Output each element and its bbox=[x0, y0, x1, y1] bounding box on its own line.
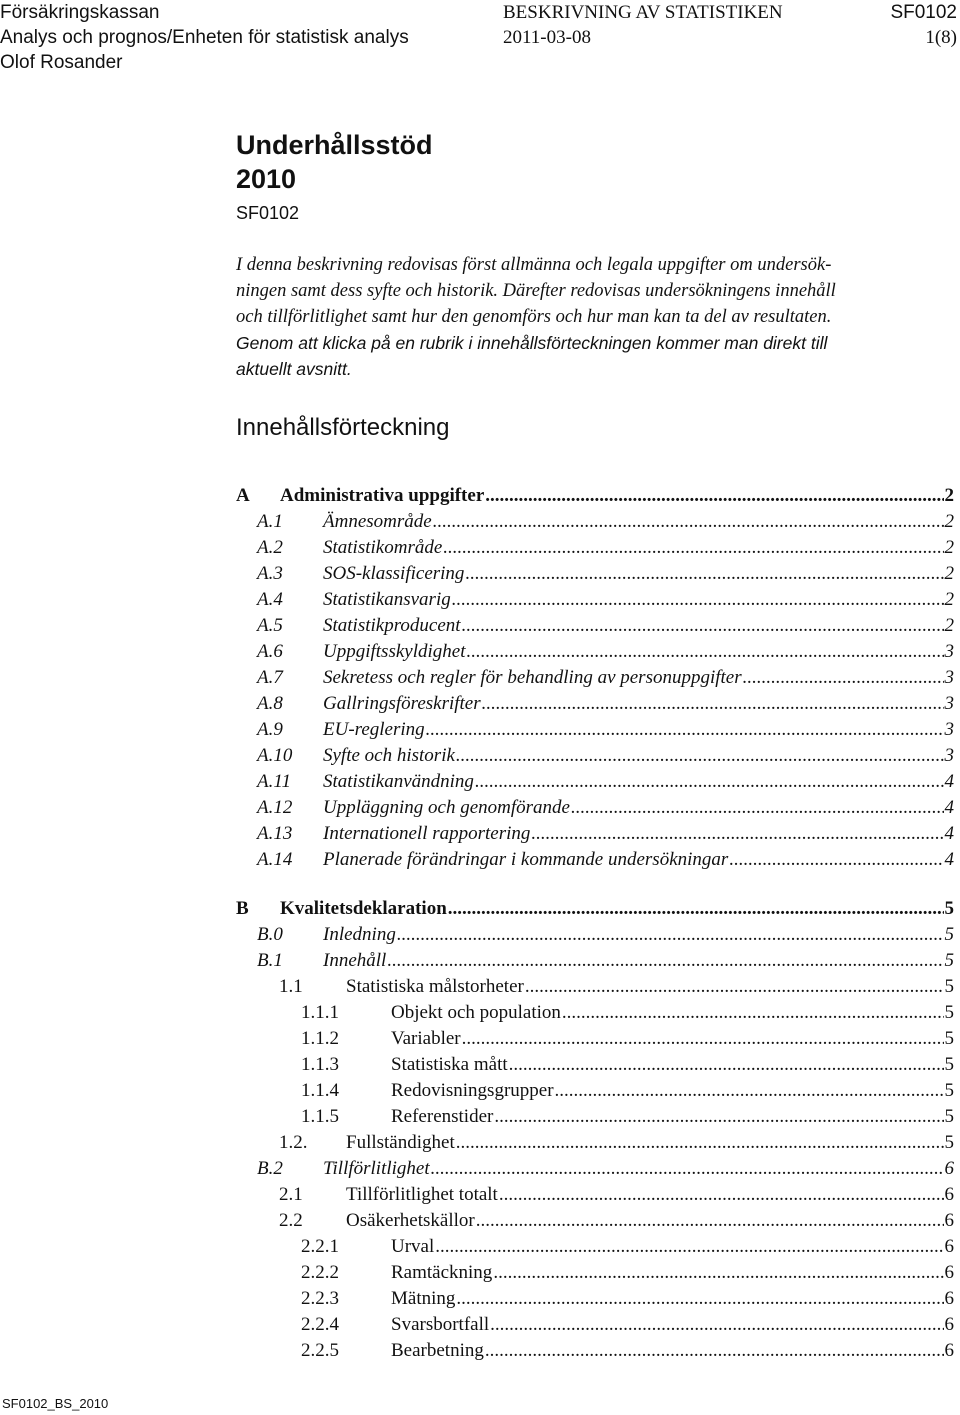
toc-entry-page: 2 bbox=[944, 589, 954, 610]
toc-leader-dots bbox=[448, 896, 944, 922]
toc-entry-title: Administrativa uppgifter bbox=[280, 485, 485, 506]
toc-entry[interactable] bbox=[257, 821, 954, 847]
toc-entry-number: A.11 bbox=[257, 771, 291, 792]
toc-entry-number: 1.1 bbox=[279, 976, 303, 997]
toc-leader-dots bbox=[456, 1130, 944, 1156]
toc-entry[interactable] bbox=[257, 769, 954, 795]
toc-heading: Innehållsförteckning bbox=[236, 414, 450, 441]
toc-entry-page: 3 bbox=[944, 693, 954, 714]
toc-entry-page: 6 bbox=[944, 1210, 954, 1231]
toc-entry[interactable] bbox=[257, 613, 954, 639]
toc-entry-title: Mätning bbox=[391, 1288, 456, 1309]
intro-line: I denna beskrivning redovisas först allmänna och legala uppgifter om undersök- bbox=[236, 255, 832, 275]
header-date: 2011-03-08 bbox=[503, 27, 591, 48]
toc-entry-page: 6 bbox=[944, 1184, 954, 1205]
toc-entry-number: A.10 bbox=[257, 745, 293, 766]
toc-entry-title: Redovisningsgrupper bbox=[391, 1080, 554, 1101]
toc-entry-page: 6 bbox=[944, 1288, 954, 1309]
toc-entry-page: 6 bbox=[944, 1340, 954, 1361]
toc-entry-page: 5 bbox=[944, 1132, 954, 1153]
toc-entry[interactable] bbox=[279, 1130, 954, 1156]
toc-entry[interactable] bbox=[301, 1052, 954, 1078]
toc-entry-page: 2 bbox=[944, 615, 954, 636]
toc-leader-dots bbox=[525, 974, 944, 1000]
toc-entry-title: Planerade förändringar i kommande undersökningar bbox=[323, 849, 729, 870]
toc-entry-title: Uppgiftsskyldighet bbox=[323, 641, 466, 662]
toc-leader-dots bbox=[729, 847, 943, 873]
toc-entry-title: Referenstider bbox=[391, 1106, 494, 1127]
toc-entry[interactable] bbox=[257, 948, 954, 974]
toc-entry-number: A.8 bbox=[257, 693, 283, 714]
toc-entry-number: A.14 bbox=[257, 849, 293, 870]
toc-entry-number: A.1 bbox=[257, 511, 283, 532]
intro-line: ningen samt dess syfte och historik. Därefter redovisas undersökningens innehåll bbox=[236, 281, 836, 301]
toc-entry-title: Objekt och population bbox=[391, 1002, 561, 1023]
toc-entry-title: EU-reglering bbox=[323, 719, 425, 740]
toc-leader-dots bbox=[462, 1026, 944, 1052]
toc-entry-page: 4 bbox=[944, 823, 954, 844]
header-code: SF0102 bbox=[890, 2, 957, 23]
toc-entry[interactable] bbox=[301, 1104, 954, 1130]
toc-entry-title: SOS-klassificering bbox=[323, 563, 465, 584]
toc-entry-number: 2.1 bbox=[279, 1184, 303, 1205]
toc-entry-title: Statistiska mått bbox=[391, 1054, 508, 1075]
toc-leader-dots bbox=[499, 1182, 944, 1208]
intro-paragraph bbox=[236, 252, 960, 330]
toc-entry-number: 1.1.2 bbox=[301, 1028, 339, 1049]
toc-entry-title: Ramtäckning bbox=[391, 1262, 493, 1283]
toc-entry-page: 5 bbox=[944, 924, 954, 945]
toc-entry-page: 5 bbox=[944, 1080, 954, 1101]
toc-entry-page: 5 bbox=[944, 1002, 954, 1023]
toc-entry-number: A.5 bbox=[257, 615, 283, 636]
header-author: Olof Rosander bbox=[0, 52, 123, 73]
toc-entry-title: Osäkerhetskällor bbox=[346, 1210, 475, 1231]
toc-leader-dots bbox=[485, 483, 943, 509]
toc-entry-title: Bearbetning bbox=[391, 1340, 484, 1361]
toc-entry-title: Uppläggning och genomförande bbox=[323, 797, 570, 818]
toc-leader-dots bbox=[435, 1234, 943, 1260]
toc-leader-dots bbox=[456, 743, 944, 769]
toc-entry-title: Statistikområde bbox=[323, 537, 443, 558]
toc-entry-title: Syfte och historik bbox=[323, 745, 455, 766]
toc-entry[interactable] bbox=[301, 1234, 954, 1260]
toc-entry-title: Innehåll bbox=[323, 950, 387, 971]
toc-leader-dots bbox=[743, 665, 944, 691]
toc-entry[interactable] bbox=[257, 509, 954, 535]
toc-entry[interactable] bbox=[257, 561, 954, 587]
toc-entry-title: Inledning bbox=[323, 924, 396, 945]
toc-entry-number: 1.1.1 bbox=[301, 1002, 339, 1023]
toc-entry-number: A.12 bbox=[257, 797, 293, 818]
toc-entry-number: 2.2.1 bbox=[301, 1236, 339, 1257]
toc-entry-number: A.4 bbox=[257, 589, 283, 610]
toc-leader-dots bbox=[571, 795, 944, 821]
toc-entry-number: B.2 bbox=[257, 1158, 283, 1179]
toc-leader-dots bbox=[426, 717, 944, 743]
toc-leader-dots bbox=[465, 561, 943, 587]
toc-entry[interactable] bbox=[301, 1026, 954, 1052]
toc-entry[interactable] bbox=[301, 1260, 954, 1286]
header-unit: Analys och prognos/Enheten för statistisk analys bbox=[0, 27, 409, 48]
toc-entry-number: A.9 bbox=[257, 719, 283, 740]
toc-entry[interactable] bbox=[257, 691, 954, 717]
intro-paragraph-navigation bbox=[236, 330, 960, 382]
toc-entry-number: B.1 bbox=[257, 950, 283, 971]
toc-entry[interactable] bbox=[257, 847, 954, 873]
toc-entry-number: 2.2.2 bbox=[301, 1262, 339, 1283]
toc-entry-number: 2.2 bbox=[279, 1210, 303, 1231]
toc-entry-page: 2 bbox=[944, 537, 954, 558]
toc-entry-title: Sekretess och regler för behandling av personuppgifter bbox=[323, 667, 742, 688]
toc-entry-title: Variabler bbox=[391, 1028, 461, 1049]
toc-entry-number: 1.1.3 bbox=[301, 1054, 339, 1075]
toc-entry-title: Fullständighet bbox=[346, 1132, 455, 1153]
toc-entry-number: A.7 bbox=[257, 667, 283, 688]
toc-leader-dots bbox=[493, 1260, 943, 1286]
toc-entry-title: Svarsbortfall bbox=[391, 1314, 490, 1335]
toc-entry-number: 2.2.5 bbox=[301, 1340, 339, 1361]
toc-entry-page: 6 bbox=[944, 1236, 954, 1257]
toc-entry-number: B.0 bbox=[257, 924, 283, 945]
header-document-type: BESKRIVNING AV STATISTIKEN bbox=[503, 2, 783, 23]
toc-leader-dots bbox=[397, 922, 944, 948]
toc-leader-dots bbox=[494, 1104, 943, 1130]
toc-leader-dots bbox=[555, 1078, 944, 1104]
toc-entry-title: Internationell rapportering bbox=[323, 823, 531, 844]
toc-entry-number: B bbox=[236, 898, 249, 919]
toc-leader-dots bbox=[482, 691, 944, 717]
toc-entry-number: A bbox=[236, 485, 250, 506]
toc-entry-page: 5 bbox=[944, 976, 954, 997]
header-organization: Försäkringskassan bbox=[0, 2, 160, 23]
toc-entry[interactable] bbox=[279, 1182, 954, 1208]
toc-entry[interactable] bbox=[257, 1156, 954, 1182]
toc-entry-page: 3 bbox=[944, 745, 954, 766]
toc-entry-page: 4 bbox=[944, 797, 954, 818]
toc-entry[interactable] bbox=[257, 639, 954, 665]
toc-leader-dots bbox=[562, 1000, 944, 1026]
toc-entry-page: 3 bbox=[944, 667, 954, 688]
toc-entry[interactable] bbox=[257, 587, 954, 613]
toc-leader-dots bbox=[490, 1312, 943, 1338]
toc-leader-dots bbox=[509, 1052, 944, 1078]
toc-leader-dots bbox=[485, 1338, 944, 1364]
toc-entry-number: 2.2.3 bbox=[301, 1288, 339, 1309]
toc-entry[interactable] bbox=[301, 1312, 954, 1338]
toc-entry-page: 2 bbox=[944, 511, 954, 532]
toc-entry-number: A.13 bbox=[257, 823, 293, 844]
toc-entry[interactable] bbox=[301, 1000, 954, 1026]
toc-leader-dots bbox=[531, 821, 943, 847]
toc-entry[interactable] bbox=[236, 896, 954, 922]
toc-entry-title: Gallringsföreskrifter bbox=[323, 693, 481, 714]
toc-entry-page: 2 bbox=[944, 563, 954, 584]
toc-entry[interactable] bbox=[257, 717, 954, 743]
toc-entry[interactable] bbox=[279, 974, 954, 1000]
toc-entry-page: 4 bbox=[944, 849, 954, 870]
page-title: Underhållsstöd bbox=[236, 130, 433, 160]
footer-document-code: SF0102_BS_2010 bbox=[2, 1396, 109, 1411]
toc-leader-dots bbox=[475, 769, 944, 795]
toc-entry-number: 1.1.4 bbox=[301, 1080, 339, 1101]
toc-entry[interactable] bbox=[301, 1078, 954, 1104]
intro-line: Genom att klicka på en rubrik i innehållsförteckningen kommer man direkt till bbox=[236, 333, 828, 353]
intro-line: och tillförlitlighet samt hur den genomförs och hur man kan ta del av resultaten. bbox=[236, 307, 832, 327]
toc-leader-dots bbox=[452, 587, 944, 613]
toc-entry-title: Urval bbox=[391, 1236, 435, 1257]
toc-entry-title: Tillförlitlighet bbox=[323, 1158, 430, 1179]
header-page-number: 1(8) bbox=[925, 27, 957, 48]
toc-entry[interactable] bbox=[301, 1338, 954, 1364]
toc-entry-title: Statistikproducent bbox=[323, 615, 461, 636]
toc-entry-page: 3 bbox=[944, 719, 954, 740]
toc-entry-title: Statistikanvändning bbox=[323, 771, 474, 792]
toc-entry-page: 4 bbox=[944, 771, 954, 792]
toc-leader-dots bbox=[476, 1208, 944, 1234]
toc-entry-page: 6 bbox=[944, 1314, 954, 1335]
toc-entry-page: 5 bbox=[944, 950, 954, 971]
toc-entry-page: 5 bbox=[944, 1106, 954, 1127]
toc-leader-dots bbox=[431, 1156, 944, 1182]
toc-entry[interactable] bbox=[257, 795, 954, 821]
toc-entry-title: Kvalitetsdeklaration bbox=[280, 898, 447, 919]
toc-leader-dots bbox=[443, 535, 943, 561]
toc-entry-title: Statistikansvarig bbox=[323, 589, 451, 610]
toc-entry-page: 5 bbox=[944, 898, 954, 919]
toc-entry[interactable] bbox=[279, 1208, 954, 1234]
toc-entry[interactable] bbox=[257, 922, 954, 948]
toc-entry-title: Ämnesområde bbox=[323, 511, 432, 532]
page-title-code: SF0102 bbox=[236, 203, 300, 223]
toc-entry-number: 1.2. bbox=[279, 1132, 308, 1153]
toc-entry-number: A.6 bbox=[257, 641, 283, 662]
toc-leader-dots bbox=[387, 948, 943, 974]
toc-entry[interactable] bbox=[257, 665, 954, 691]
toc-leader-dots bbox=[456, 1286, 943, 1312]
toc-leader-dots bbox=[433, 509, 944, 535]
toc-entry-title: Tillförlitlighet totalt bbox=[346, 1184, 498, 1205]
toc-entry-page: 5 bbox=[944, 1054, 954, 1075]
toc-entry-page: 6 bbox=[944, 1262, 954, 1283]
toc-entry-page: 5 bbox=[944, 1028, 954, 1049]
toc-entry[interactable] bbox=[257, 743, 954, 769]
intro-line: aktuellt avsnitt. bbox=[236, 359, 352, 379]
toc-entry[interactable] bbox=[257, 535, 954, 561]
page-title-year: 2010 bbox=[236, 164, 297, 194]
toc-entry-number: 2.2.4 bbox=[301, 1314, 339, 1335]
toc-entry-page: 3 bbox=[944, 641, 954, 662]
toc-entry-page: 2 bbox=[944, 485, 954, 506]
toc-entry-number: A.3 bbox=[257, 563, 283, 584]
toc-entry-number: A.2 bbox=[257, 537, 283, 558]
toc-leader-dots bbox=[462, 613, 944, 639]
toc-leader-dots bbox=[466, 639, 943, 665]
toc-entry-number: 1.1.5 bbox=[301, 1106, 339, 1127]
toc-entry[interactable] bbox=[236, 483, 954, 509]
toc-entry-page: 6 bbox=[944, 1158, 954, 1179]
toc-entry[interactable] bbox=[301, 1286, 954, 1312]
toc-entry-title: Statistiska målstorheter bbox=[346, 976, 524, 997]
